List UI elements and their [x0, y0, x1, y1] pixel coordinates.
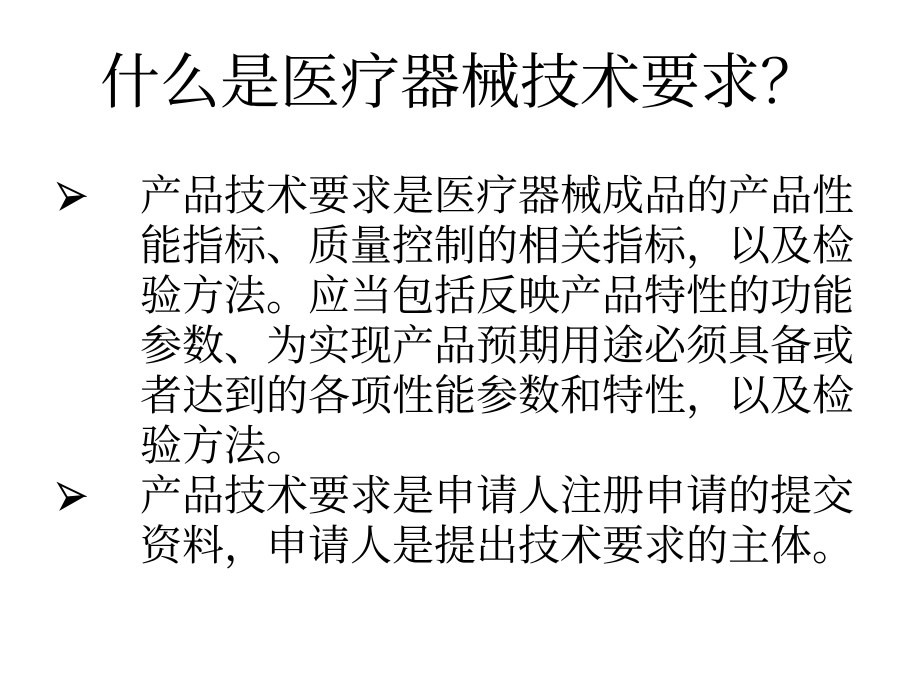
- bullet-line: 产品技术要求是医疗器械成品的产品性: [140, 174, 855, 220]
- bullet-line: 能指标、质量控制的相关指标，以及检: [140, 224, 855, 270]
- bullet-list: [55, 172, 865, 572]
- bullet-line: 者达到的各项性能参数和特性，以及检: [140, 374, 855, 420]
- slide-title: 什么是医疗器械技术要求？: [100, 50, 820, 116]
- bullet-line: 验方法。: [140, 424, 309, 470]
- bullet-text: [140, 472, 865, 572]
- bullet-text: [140, 172, 865, 472]
- bullet-item: [55, 472, 865, 572]
- bullet-line: 验方法。应当包括反映产品特性的功能: [140, 274, 855, 320]
- bullet-item: [55, 172, 865, 472]
- bullet-line: 资料，申请人是提出技术要求的主体。: [140, 524, 855, 570]
- bullet-line: 参数、为实现产品预期用途必须具备或: [140, 324, 855, 370]
- arrowhead-3d-bullet-icon: [55, 172, 140, 212]
- bullet-line: 产品技术要求是申请人注册申请的提交: [140, 474, 855, 520]
- arrowhead-3d-bullet-icon: [55, 472, 140, 512]
